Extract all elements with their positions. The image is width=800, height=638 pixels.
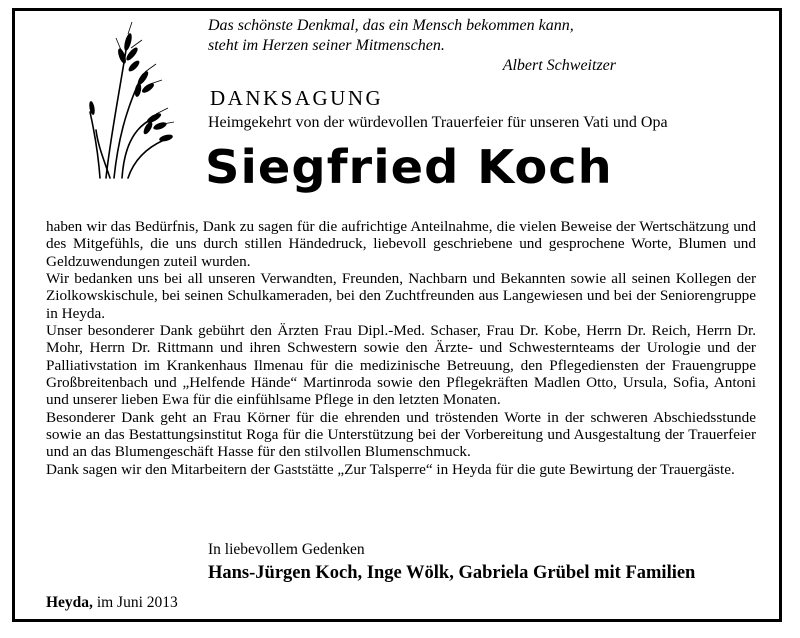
quote-block (208, 16, 628, 76)
quote-author: Albert Schweitzer (502, 57, 616, 74)
date: im Juni 2013 (96, 594, 178, 611)
body-text (46, 218, 756, 478)
paragraph: Wir bedanken uns bei all unseren Verwandten, Freunden, Nachbarn und Bekannten sowie all seinen Kollegen der Ziolkowskischule, bei seinen Schulkameraden, bei den Zuchtfreunden aus Langewiesen und bei der Seniorengruppe in Heyda. (46, 270, 756, 322)
wheat-ears-icon (88, 20, 178, 180)
deceased-name: Siegfried Koch (205, 140, 613, 194)
paragraph: Besonderer Dank geht an Frau Körner für die ehrenden und tröstenden Worte in der schweren Abschiedsstunde sowie an das Bestattungsinstitut Roga für die Unterstützung bei der Vorbereitung und Ausgestaltung der Trauerfeier und an das Blumengeschäft Hasse für den stilvollen Blumenschmuck. (46, 408, 756, 461)
paragraph: Unser besonderer Dank gebührt den Ärzten Frau Dipl.-Med. Schaser, Frau Dr. Kobe, Herrn Dr. Reich, Herrn Dr. Mohr, Herrn Dr. Rittmann und ihren Schwestern sowie den Ärzte- und Schwesternteams der Urologie und der Palliativstation im Krankenhaus Ilmenau für die medizinische Betreuung, den Pflegediensten der Frauengruppe Großbreitenbach und „Helfende Hände“ Martinroda sowie den Pflegekräften Madlen Otto, Ursula, Sofia, Antoni und unserer lieben Ewa für die einfühlsame Pflege in den letzten Monaten. (46, 322, 756, 409)
paragraph: haben wir das Bedürfnis, Dank zu sagen für die aufrichtige Anteilnahme, die vielen Beweise der Wertschätzung und des Mitgefühls, die uns durch stillen Händedruck, liebevoll geschriebene und gesprochene Worte, Blumen und Geldzuwendungen zuteil wurden. (46, 218, 756, 270)
quote-line-1: Das schönste Denkmal, das ein Mensch bekommen kann, (208, 17, 574, 34)
quote-line-2: steht im Herzen seiner Mitmenschen. (208, 37, 445, 54)
place-date (46, 594, 178, 612)
closing-line: In liebevollem Gedenken (208, 541, 365, 558)
intro-line: Heimgekehrt von der würdevollen Trauerfeier für unseren Vati und Opa (208, 114, 668, 131)
paragraph: Dank sagen wir den Mitarbeitern der Gaststätte „Zur Talsperre“ in Heyda für die gute Bewirtung der Trauergäste. (46, 460, 735, 478)
signers: Hans-Jürgen Koch, Inge Wölk, Gabriela Grübel mit Familien (208, 563, 696, 583)
heading-danksagung: DANKSAGUNG (210, 86, 384, 110)
place: Heyda, (46, 594, 93, 611)
